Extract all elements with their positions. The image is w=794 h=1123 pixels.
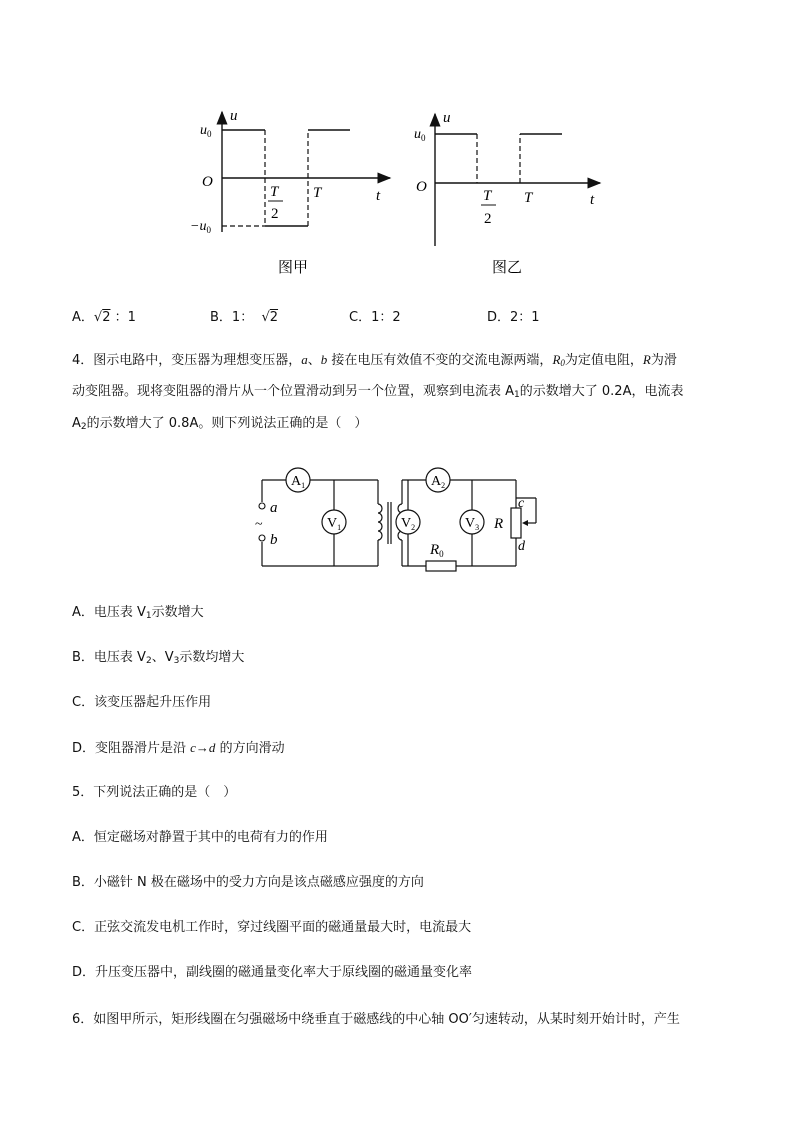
u-axis-label: u (443, 110, 451, 126)
t-axis-label: t (590, 192, 595, 208)
q3-option-c: C．1：2 (349, 310, 401, 325)
origin-label: O (416, 179, 427, 195)
q5-option-d: D．升压变压器中，副线圈的磁通量变化率大于原线圈的磁通量变化率 (72, 965, 473, 980)
label-tilde: ~ (255, 517, 263, 532)
svg-text:A1: $A_1$ (291, 474, 306, 490)
q5-option-c: C．正弦交流发电机工作时，穿过线圈平面的磁通量最大时，电流最大 (72, 920, 472, 935)
q4-option-c: C．该变压器起升压作用 (72, 695, 212, 710)
q5-stem: 5．下列说法正确的是（ ） (72, 785, 237, 800)
q6-stem-line1: 6．如图甲所示，矩形线圈在匀强磁场中绕垂直于磁感线的中心轴 OO′匀速转动，从某时刻开始计时，产生 (72, 1012, 680, 1027)
q4-stem-line1: 4．图示电路中，变压器为理想变压器，a、b 接在电压有效值不变的交流电源两端，$R_0$为定值电阻，R为滑 (72, 352, 677, 368)
terminal-a (259, 503, 265, 509)
q4-option-b: B．电压表 $V_2$、$V_3$示数均增大 (72, 650, 245, 666)
u0-label: $u_0$ (200, 123, 212, 139)
graph-jia (180, 100, 400, 290)
graph-yi (400, 100, 610, 290)
T-label: T (524, 190, 533, 206)
u-axis-label: u (230, 108, 238, 124)
voltmeter-V2 (396, 510, 420, 534)
q4-option-a: A．电压表 $V_1$示数增大 (72, 605, 204, 621)
T-label: T (313, 185, 322, 201)
label-c: c (518, 496, 525, 511)
svg-text:V3: $V_3$ (465, 516, 480, 532)
u0-label: $u_0$ (414, 127, 426, 143)
voltmeter-V1 (322, 510, 346, 534)
caption-jia: 图甲 (278, 258, 309, 276)
label-a: a (270, 500, 278, 516)
label-d: d (518, 539, 525, 554)
rheostat-R (511, 508, 521, 538)
q3-option-d: D．2：1 (487, 310, 540, 325)
origin-label: O (202, 174, 213, 190)
half-T-num: T (483, 188, 492, 204)
label-R: R (494, 516, 504, 532)
resistor-R0 (426, 561, 456, 571)
half-T-den: 2 (271, 206, 279, 222)
half-T-den: 2 (484, 211, 492, 227)
t-axis-label: t (376, 188, 381, 204)
circuit-diagram (250, 458, 550, 578)
ammeter-A2 (426, 468, 450, 492)
terminal-b (259, 535, 265, 541)
caption-yi: 图乙 (492, 258, 523, 276)
q5-option-a: A．恒定磁场对静置于其中的电荷有力的作用 (72, 830, 328, 845)
neg-u0-label: $-u_0$ (190, 219, 211, 235)
q4-stem-line2: 动变阻器。现将变阻器的滑片从一个位置滑动到另一个位置，观察到电流表 $A_1$的示数增大了 0.2A，电流表 (72, 384, 684, 400)
slider-arrow (522, 520, 528, 526)
svg-text:A2: $A_2$ (431, 474, 446, 490)
svg-text:V1: $V_1$ (327, 516, 342, 532)
svg-text:V2: $V_2$ (401, 516, 416, 532)
q4-stem-line3: $A_2$的示数增大了 0.8A。则下列说法正确的是（ ） (72, 416, 368, 432)
half-T-num: T (270, 184, 279, 200)
q3-option-b: B．1： √2 (210, 310, 279, 325)
ammeter-A1 (286, 468, 310, 492)
label-R0: $R_0$ (430, 542, 444, 559)
voltmeter-V3 (460, 510, 484, 534)
q3-option-a: A．√2 ：1 (72, 310, 136, 325)
q4-option-d: D．变阻器滑片是沿 c→d 的方向滑动 (72, 740, 285, 756)
label-b: b (270, 532, 278, 548)
q5-option-b: B．小磁针 N 极在磁场中的受力方向是该点磁感应强度的方向 (72, 875, 424, 890)
